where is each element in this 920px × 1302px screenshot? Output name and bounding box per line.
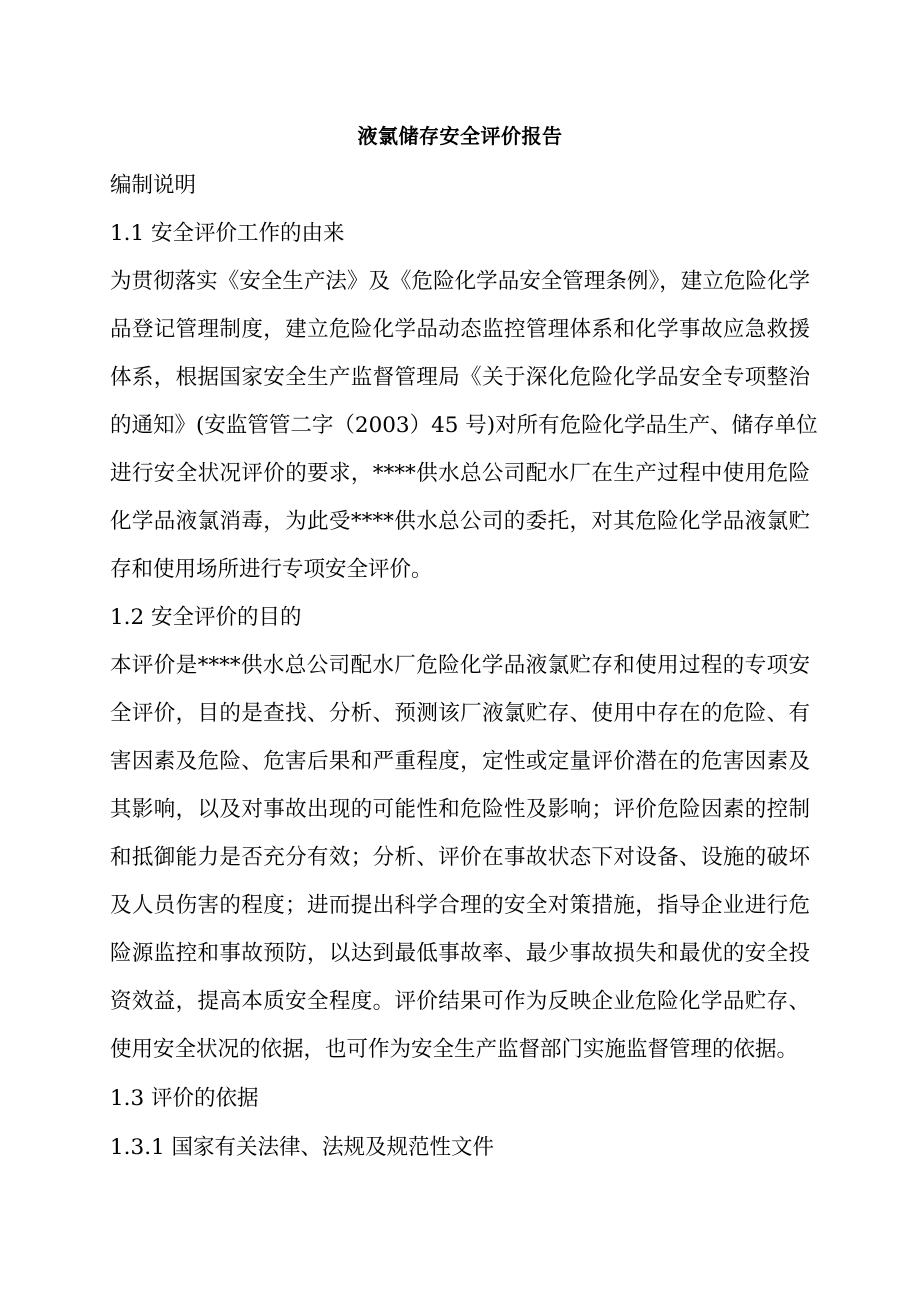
paragraph-line: 化学品液氯消毒，为此受****供水总公司的委托，对其危险化学品液氯贮 [110,509,810,534]
preface-heading: 编制说明 [110,173,197,198]
document-title: 液氯储存安全评价报告 [357,124,563,148]
paragraph-line: 的通知》(安监管管二字（2003）45 号)对所有危险化学品生产、储存单位 [110,413,818,438]
paragraph-line: 险源监控和事故预防，以达到最低事故率、最少事故损失和最优的安全投 [110,941,810,966]
section-1-3-1-heading: 1.3.1 国家有关法律、法规及规范性文件 [110,1135,495,1160]
paragraph-line: 使用安全状况的依据，也可作为安全生产监督部门实施监督管理的依据。 [110,1037,799,1062]
paragraph-line: 品登记管理制度，建立危险化学品动态监控管理体系和化学事故应急救援 [110,317,810,342]
paragraph-line: 存和使用场所进行专项安全评价。 [110,557,433,582]
section-1-1-paragraph [110,258,818,594]
paragraph-line: 本评价是****供水总公司配水厂危险化学品液氯贮存和使用过程的专项安 [110,653,810,678]
section-1-2-heading: 1.2 安全评价的目的 [110,605,302,630]
paragraph-line: 进行安全状况评价的要求，****供水总公司配水厂在生产过程中使用危险 [110,461,810,486]
paragraph-line: 及人员伤害的程度；进而提出科学合理的安全对策措施，指导企业进行危 [110,893,810,918]
paragraph-line: 资效益，提高本质安全程度。评价结果可作为反映企业危险化学品贮存、 [110,989,810,1014]
section-1-1-heading: 1.1 安全评价工作的由来 [110,221,345,246]
section-1-3-heading: 1.3 评价的依据 [110,1086,259,1111]
paragraph-line: 害因素及危险、危害后果和严重程度，定性或定量评价潜在的危害因素及 [110,749,810,774]
paragraph-line: 和抵御能力是否充分有效；分析、评价在事故状态下对设备、设施的破坏 [110,845,810,870]
paragraph-line: 其影响，以及对事故出现的可能性和危险性及影响；评价危险因素的控制 [110,797,810,822]
paragraph-line: 体系，根据国家安全生产监督管理局《关于深化危险化学品安全专项整治 [110,365,810,390]
paragraph-line: 全评价，目的是查找、分析、预测该厂液氯贮存、使用中存在的危险、有 [110,701,810,726]
paragraph-line: 为贯彻落实《安全生产法》及《危险化学品安全管理条例》，建立危险化学 [110,269,810,294]
section-1-2-paragraph [110,642,810,1074]
